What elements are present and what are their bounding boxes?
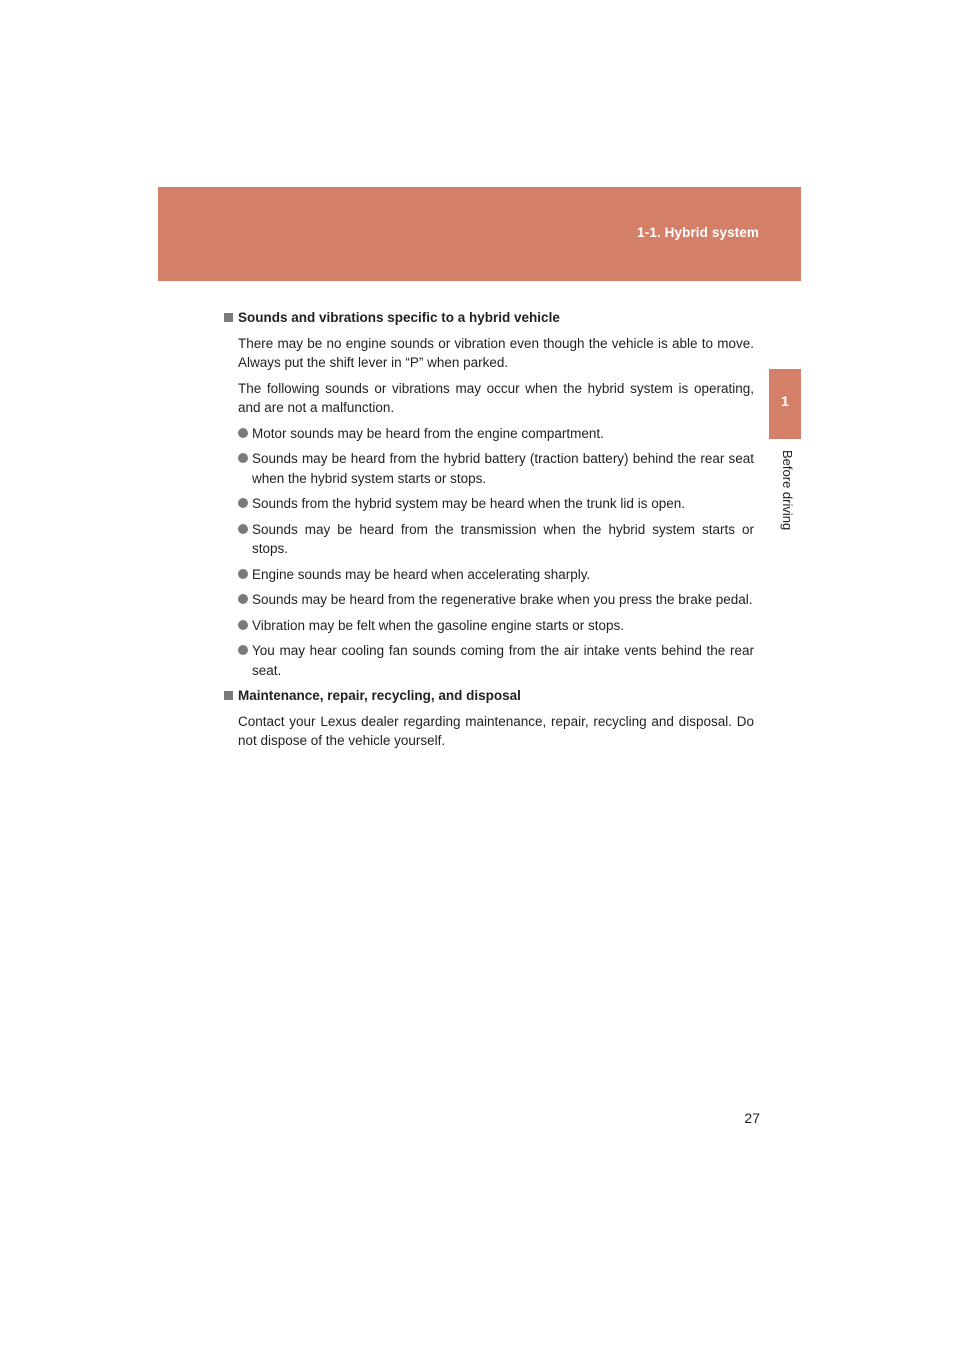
chapter-label: Before driving xyxy=(780,450,795,531)
list-item xyxy=(238,424,754,444)
circle-bullet-icon xyxy=(238,453,248,463)
header-bar xyxy=(158,187,801,281)
page-content xyxy=(224,308,754,757)
section-heading-text: Maintenance, repair, recycling, and disposal xyxy=(238,688,521,703)
paragraph: There may be no engine sounds or vibration even though the vehicle is able to move. Always put the shift lever in “P” when parked. xyxy=(238,335,754,370)
circle-bullet-icon xyxy=(238,620,248,630)
square-bullet-icon xyxy=(224,313,233,322)
list-item xyxy=(238,565,754,585)
section-heading-maintenance xyxy=(224,686,754,706)
circle-bullet-icon xyxy=(238,569,248,579)
circle-bullet-icon xyxy=(238,428,248,438)
chapter-number: 1 xyxy=(781,393,789,409)
circle-bullet-icon xyxy=(238,594,248,604)
bullet-list xyxy=(238,424,754,681)
list-item-text: Sounds may be heard from the transmission when the hybrid system starts or stops. xyxy=(252,521,754,556)
section-title: 1-1. Hybrid system xyxy=(637,225,759,240)
list-item-text: Vibration may be felt when the gasoline engine starts or stops. xyxy=(252,617,624,633)
square-bullet-icon xyxy=(224,691,233,700)
section-heading-text: Sounds and vibrations specific to a hybrid vehicle xyxy=(238,310,560,325)
list-item-text: Sounds may be heard from the hybrid battery (traction battery) behind the rear seat when the hybrid system starts or stops. xyxy=(252,451,754,486)
list-item xyxy=(238,590,754,610)
list-item-text: You may hear cooling fan sounds coming from the air intake vents behind the rear seat. xyxy=(252,643,754,678)
list-item xyxy=(238,616,754,636)
list-item xyxy=(238,520,754,559)
list-item xyxy=(238,494,754,514)
page-number: 27 xyxy=(744,1110,760,1126)
list-item xyxy=(238,449,754,488)
circle-bullet-icon xyxy=(238,524,248,534)
paragraph: The following sounds or vibrations may occur when the hybrid system is operating, and are not a malfunction. xyxy=(238,380,754,415)
list-item-text: Engine sounds may be heard when accelerating sharply. xyxy=(252,566,591,582)
chapter-tab xyxy=(769,369,801,439)
section-heading-sounds xyxy=(224,308,754,328)
list-item xyxy=(238,641,754,680)
list-item-text: Sounds may be heard from the regenerative brake when you press the brake pedal. xyxy=(252,592,753,607)
paragraph: Contact your Lexus dealer regarding maintenance, repair, recycling and disposal. Do not dispose of the vehicle yourself. xyxy=(238,713,754,748)
list-item-text: Sounds from the hybrid system may be heard when the trunk lid is open. xyxy=(252,496,685,511)
list-item-text: Motor sounds may be heard from the engine compartment. xyxy=(252,425,604,441)
circle-bullet-icon xyxy=(238,498,248,508)
circle-bullet-icon xyxy=(238,645,248,655)
